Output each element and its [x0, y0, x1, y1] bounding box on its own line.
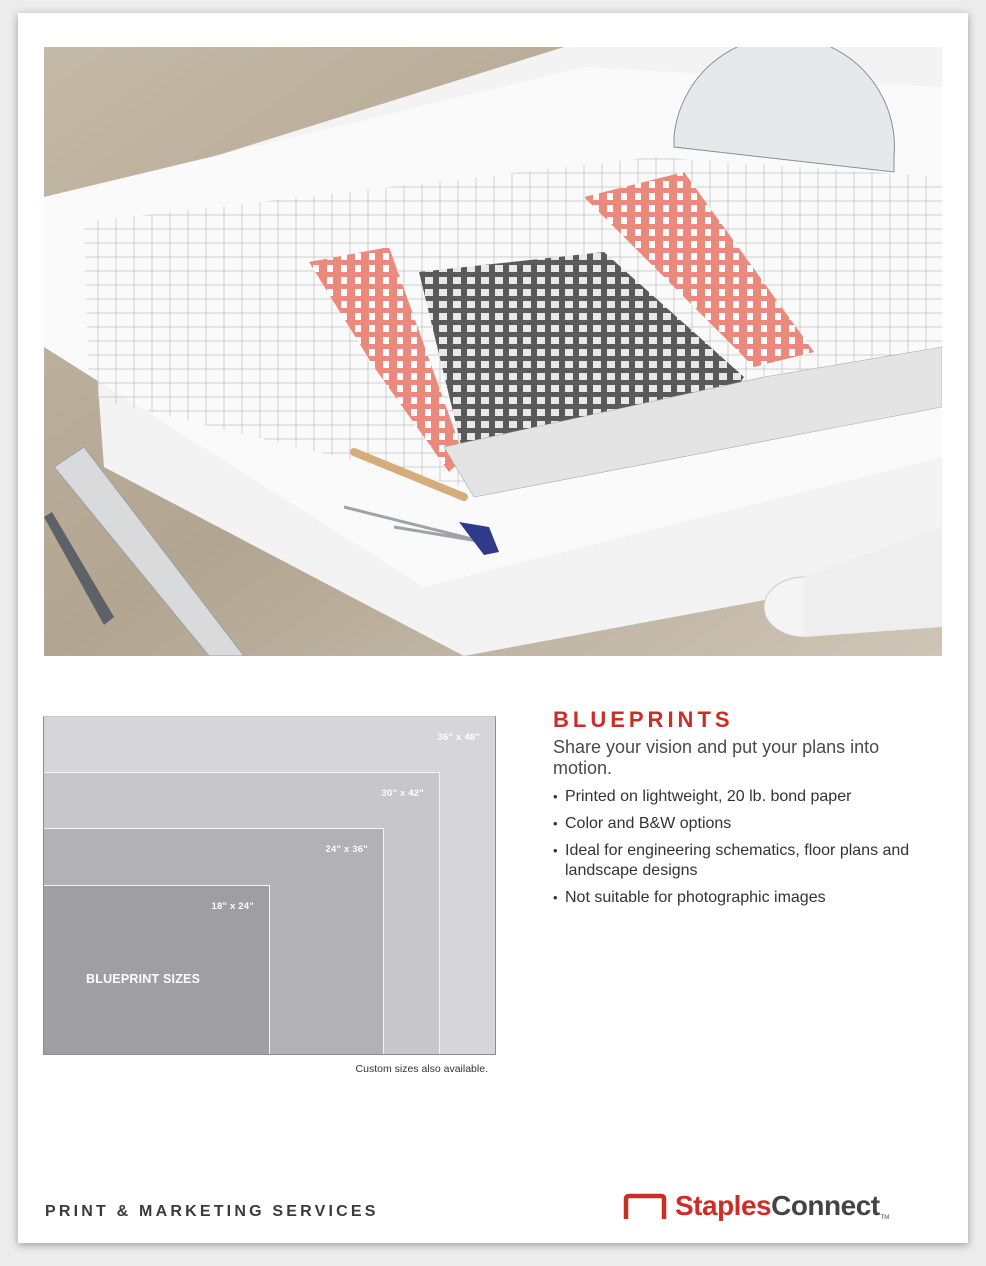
size-label-18x24: 18" x 24" — [211, 901, 254, 912]
size-box-18x24 — [43, 885, 270, 1055]
custom-sizes-note: Custom sizes also available. — [355, 1063, 488, 1075]
feature-item: • Printed on lightweight, 20 lb. bond paper — [553, 787, 933, 807]
brand-staples: Staples — [675, 1190, 772, 1221]
trademark-mark: TM — [880, 1215, 890, 1221]
feature-item: • Ideal for engineering schematics, floor plans and landscape designs — [553, 841, 933, 881]
hero-photo — [44, 47, 942, 656]
feature-item: • Not suitable for photographic images — [553, 888, 933, 908]
feature-item: • Color and B&W options — [553, 814, 933, 834]
blueprint-sizes-title: BLUEPRINT SIZES — [86, 972, 201, 986]
flyer-page — [18, 13, 968, 1243]
blueprint-sizes-diagram — [43, 716, 496, 1055]
size-label-30x42: 30" x 42" — [381, 788, 424, 799]
feature-list — [553, 787, 933, 915]
size-label-24x36: 24" x 36" — [325, 844, 368, 855]
size-label-36x48: 36" x 48" — [437, 732, 480, 743]
brand-connect: Connect — [771, 1190, 880, 1221]
section-subtitle: Share your vision and put your plans into motion. — [553, 737, 880, 778]
section-title: BLUEPRINTS — [553, 707, 734, 732]
staples-bracket-icon — [623, 1193, 667, 1221]
footer-tagline: PRINT & MARKETING SERVICES — [45, 1203, 379, 1220]
staples-connect-logo — [623, 1189, 889, 1221]
